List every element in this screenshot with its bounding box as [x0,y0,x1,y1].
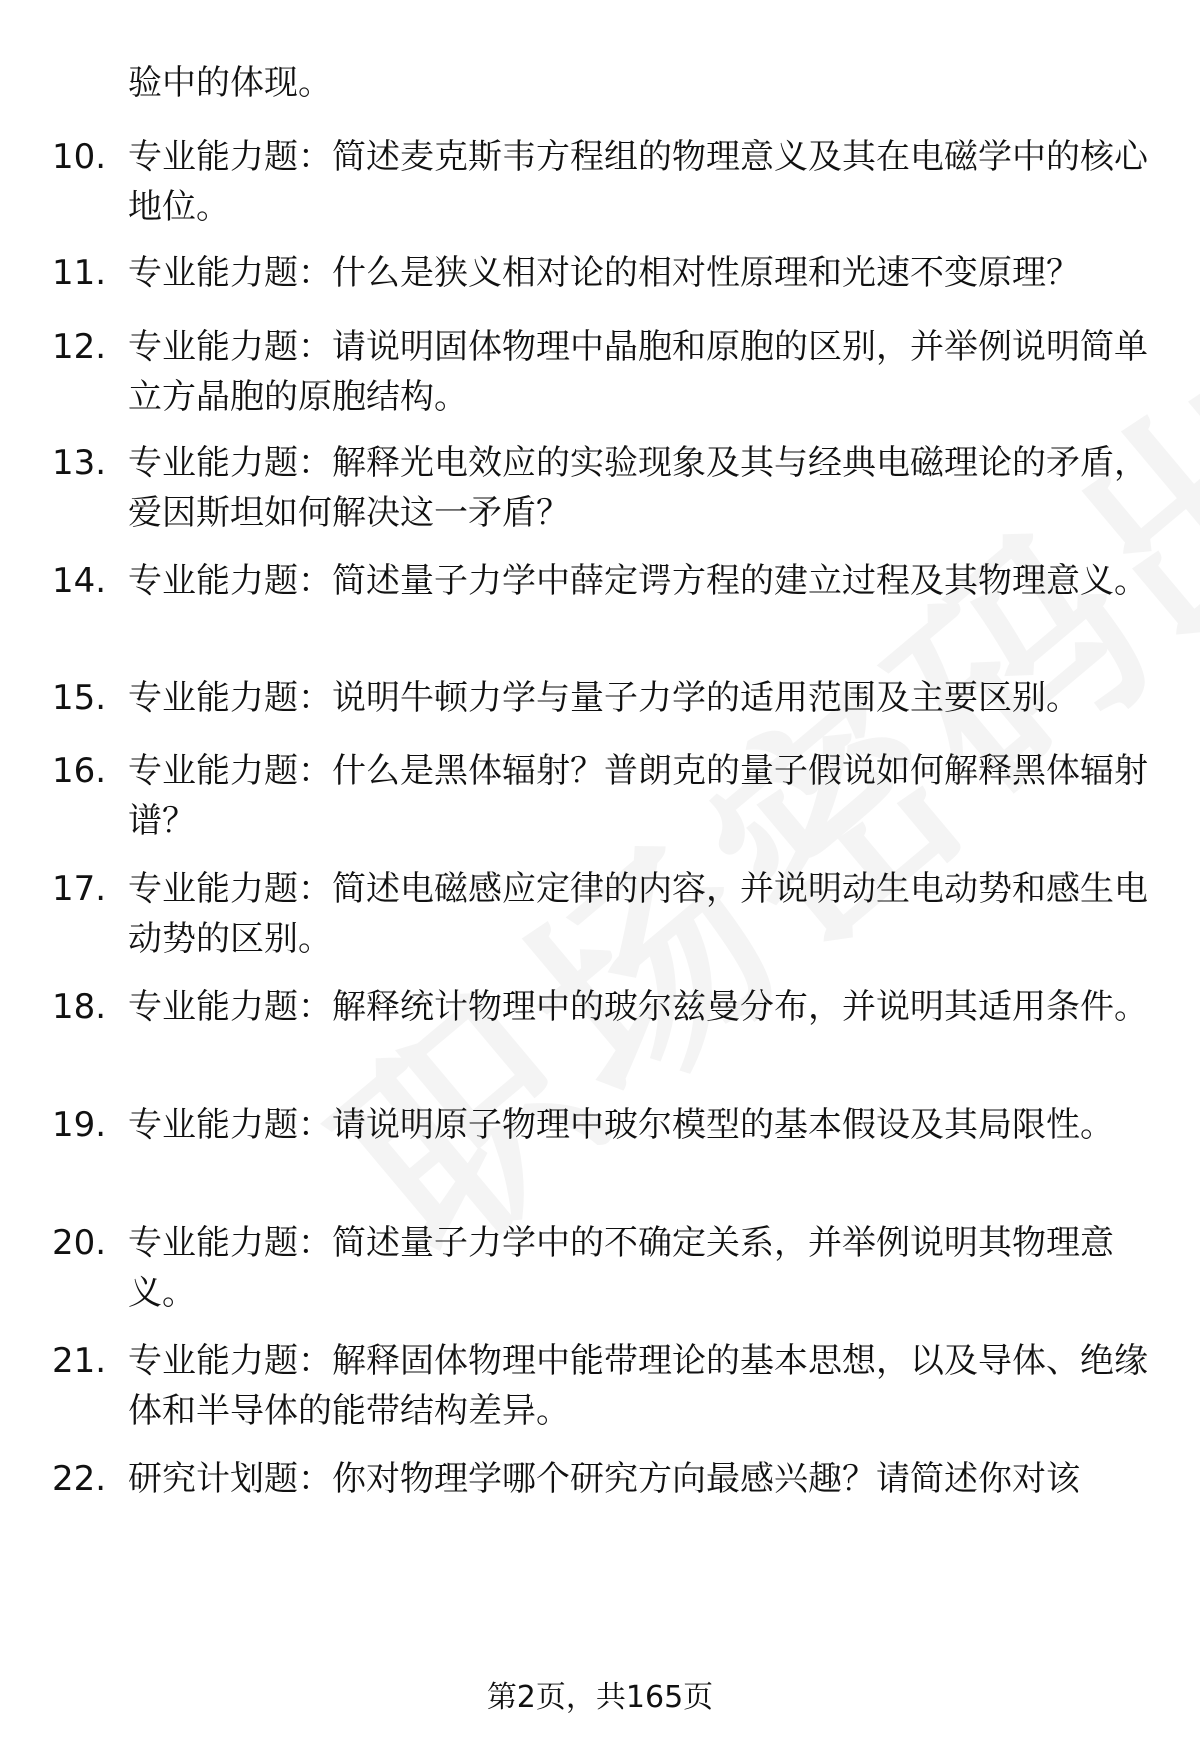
item-number: 13. [52,443,107,483]
item-number: 16. [52,751,107,791]
item-text: 专业能力题：请说明固体物理中晶胞和原胞的区别，并举例说明简单立方晶胞的原胞结构。 [128,327,1148,417]
item-text: 专业能力题：简述量子力学中的不确定关系，并举例说明其物理意义。 [128,1223,1114,1313]
item-text: 专业能力题：简述量子力学中薛定谔方程的建立过程及其物理意义。 [128,561,1148,601]
page-footer: 第2页，共165页 [486,1680,714,1715]
item-number: 11. [52,253,107,293]
item-number: 22. [52,1459,107,1499]
item-text: 专业能力题：什么是狭义相对论的相对性原理和光速不变原理？ [128,253,1080,293]
item-number: 21. [52,1341,107,1381]
item-text: 专业能力题：说明牛顿力学与量子力学的适用范围及主要区别。 [128,678,1080,718]
item-text: 专业能力题：解释光电效应的实验现象及其与经典电磁理论的矛盾，爱因斯坦如何解决这一矛盾？ [128,443,1148,533]
continuation-text: 验中的体现。 [128,63,332,103]
item-number: 12. [52,327,107,367]
item-text: 专业能力题：请说明原子物理中玻尔模型的基本假设及其局限性。 [128,1105,1114,1145]
item-text: 专业能力题：什么是黑体辐射？普朗克的量子假说如何解释黑体辐射谱？ [128,751,1148,841]
item-text: 研究计划题：你对物理学哪个研究方向最感兴趣？请简述你对该 [128,1459,1080,1499]
item-number: 20. [52,1223,107,1263]
item-text: 专业能力题：简述电磁感应定律的内容，并说明动生电动势和感生电动势的区别。 [128,869,1148,959]
item-number: 15. [52,678,107,718]
item-number: 18. [52,987,107,1027]
item-text: 专业能力题：解释统计物理中的玻尔兹曼分布，并说明其适用条件。 [128,987,1148,1027]
item-text: 专业能力题：简述麦克斯韦方程组的物理意义及其在电磁学中的核心地位。 [128,137,1148,227]
item-number: 17. [52,869,107,909]
item-number: 10. [52,137,107,177]
item-number: 19. [52,1105,107,1145]
item-text: 专业能力题：解释固体物理中能带理论的基本思想，以及导体、绝缘体和半导体的能带结构差异。 [128,1341,1148,1431]
item-number: 14. [52,561,107,601]
